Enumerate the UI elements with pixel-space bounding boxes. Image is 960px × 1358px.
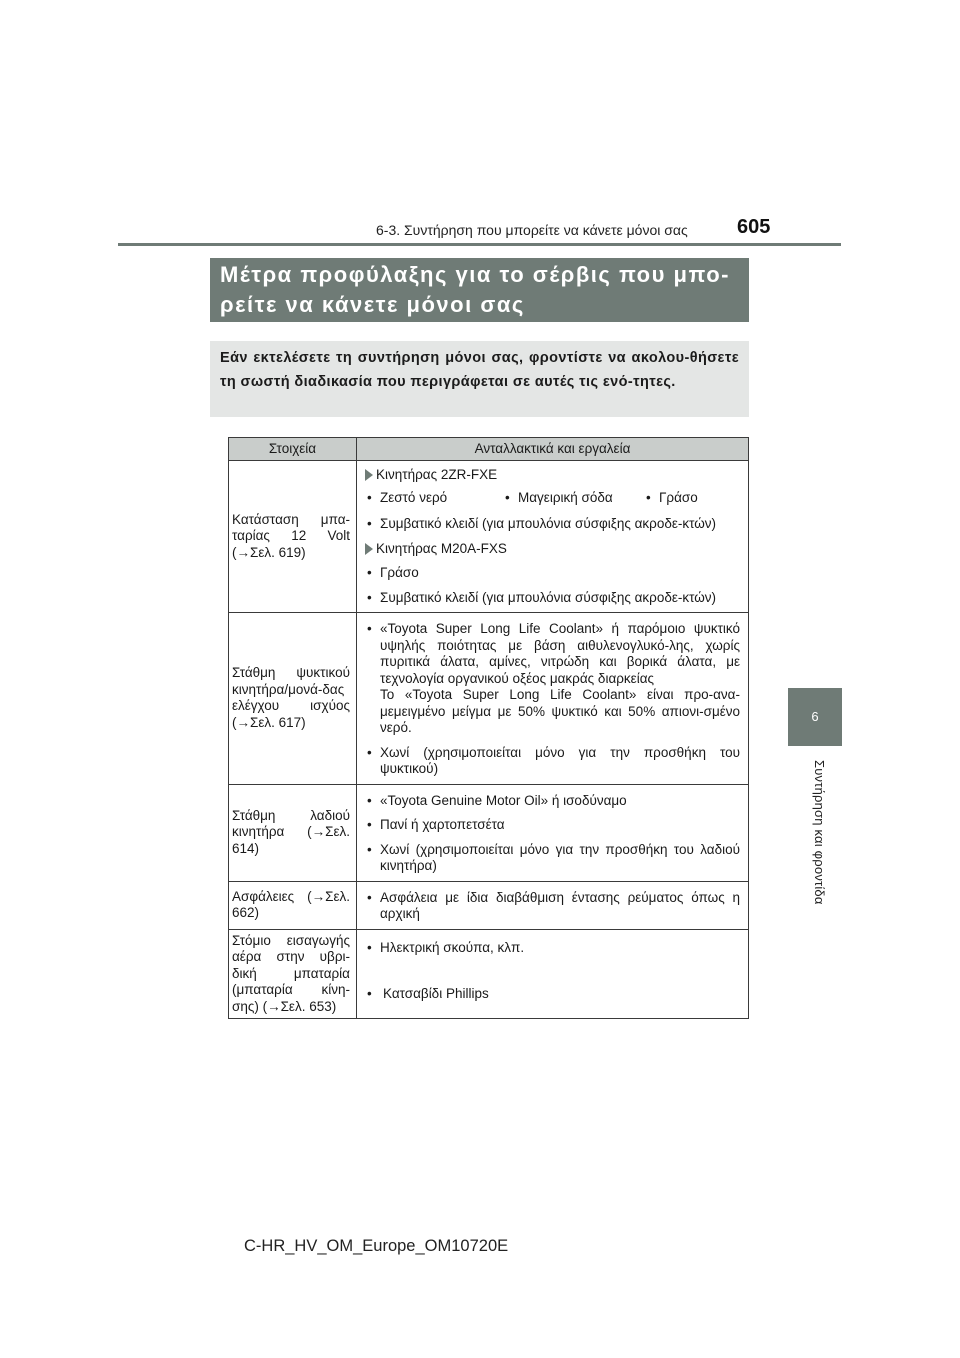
list-item [363,621,740,737]
list-item: • Χωνί (χρησιμοποιείται μόνο για την προσθήκη του ψυκτικού) [363,745,740,778]
table-row [229,461,749,613]
chapter-tab: 6 [788,688,842,746]
table-row [229,929,749,1019]
list-item: • Συμβατικό κλειδί (για μπουλόνια σύσφιξης ακροδε-κτών) [363,590,740,607]
table-row [229,881,749,929]
chapter-label: Συντήρηση και φροντίδα [812,760,827,905]
tools-coolant [357,613,749,785]
tools-oil [357,784,749,881]
triangle-marker-icon [365,469,373,481]
tool-row [363,490,740,507]
item-air-intake: Στόμιο εισαγωγής αέρα στην υβρι-δική μπαταρία (μπαταρία κίνη-σης) (→Σελ. 653) [229,929,357,1019]
document-code: C-HR_HV_OM_Europe_OM10720E [244,1237,509,1255]
item-fuses: Ασφάλειες (→Σελ. 662) [229,881,357,929]
section-title-line-1: Μέτρα προφύλαξης για το σέρβις που μπο- [220,262,730,287]
item-battery: Κατάσταση μπα-ταρίας 12 Volt (→Σελ. 619) [229,461,357,613]
list-item: • Πανί ή χαρτοπετσέτα [363,817,740,834]
list-item: • Χωνί (χρησιμοποιείται μόνο για την προσθήκη του λαδιού κινητήρα) [363,842,740,875]
table-row [229,613,749,785]
item-coolant: Στάθμη ψυκτικού κινητήρα/μονά-δας ελέγχου ισχύος (→Σελ. 617) [229,613,357,785]
engine-subheading [363,467,740,484]
engine-name: Κινητήρας M20A-FXS [376,540,507,556]
parts-tools-table [228,437,749,1019]
page-number: 605 [737,216,771,238]
header-section-title: 6-3. Συντήρηση που μπορείτε να κάνετε μόνοι σας [376,222,688,238]
list-item: • Συμβατικό κλειδί (για μπουλόνια σύσφιξης ακροδε-κτών) [363,516,740,533]
list-item: • Γράσο [363,565,740,582]
coolant-spec: • «Toyota Super Long Life Coolant» ή παρόμοιο ψυκτικό υψηλής ποιότητας με βάση αιθυλενογλυκό-λης, χωρίς πυριτικά άλατα, αμίνες, νιτρώδη και βορικά άλατα, με τεχνολογία οργανικού οξέος μακράς διαρκείας [380,621,740,686]
table-header-row [229,438,749,461]
tools-fuses [357,881,749,929]
list-item: • Ηλεκτρική σκούπα, κλπ. [363,940,740,957]
column-header-tools: Ανταλλακτικά και εργαλεία [357,438,749,461]
list-item: • Κατσαβίδι Phillips [363,986,740,1003]
tools-air-intake [357,929,749,1019]
list-item: • Ασφάλεια με ίδια διαβάθμιση έντασης ρεύματος όπως η αρχική [363,890,740,923]
list-item: • Μαγειρική σόδα [501,490,618,507]
item-oil: Στάθμη λαδιού κινητήρα (→Σελ. 614) [229,784,357,881]
list-item: • «Toyota Genuine Motor Oil» ή ισοδύναμο [363,793,740,810]
header-divider [118,243,841,246]
list-item: • Ζεστό νερό [363,490,501,507]
intro-text: Εάν εκτελέσετε τη συντήρηση μόνοι σας, φροντίστε να ακολου-θήσετε τη σωστή διαδικασία που περιγράφεται σε αυτές τις ενό-τητες. [220,350,739,390]
tools-battery [357,461,749,613]
engine-name: Κινητήρας 2ZR-FXE [376,467,498,482]
engine-subheading [363,541,740,558]
triangle-marker-icon [365,543,373,555]
table-row [229,784,749,881]
list-item: • Γράσο [642,490,698,507]
column-header-items: Στοιχεία [229,438,357,461]
section-title-line-2: ρείτε να κάνετε μόνοι σας [220,292,525,317]
section-title [210,258,749,322]
intro-box [210,341,749,417]
coolant-note: Το «Toyota Super Long Life Coolant» είναι προ-ανα-μεμειγμένο μείγμα με 50% ψυκτικό και 50% απιονι-σμένο νερό. [380,687,740,735]
